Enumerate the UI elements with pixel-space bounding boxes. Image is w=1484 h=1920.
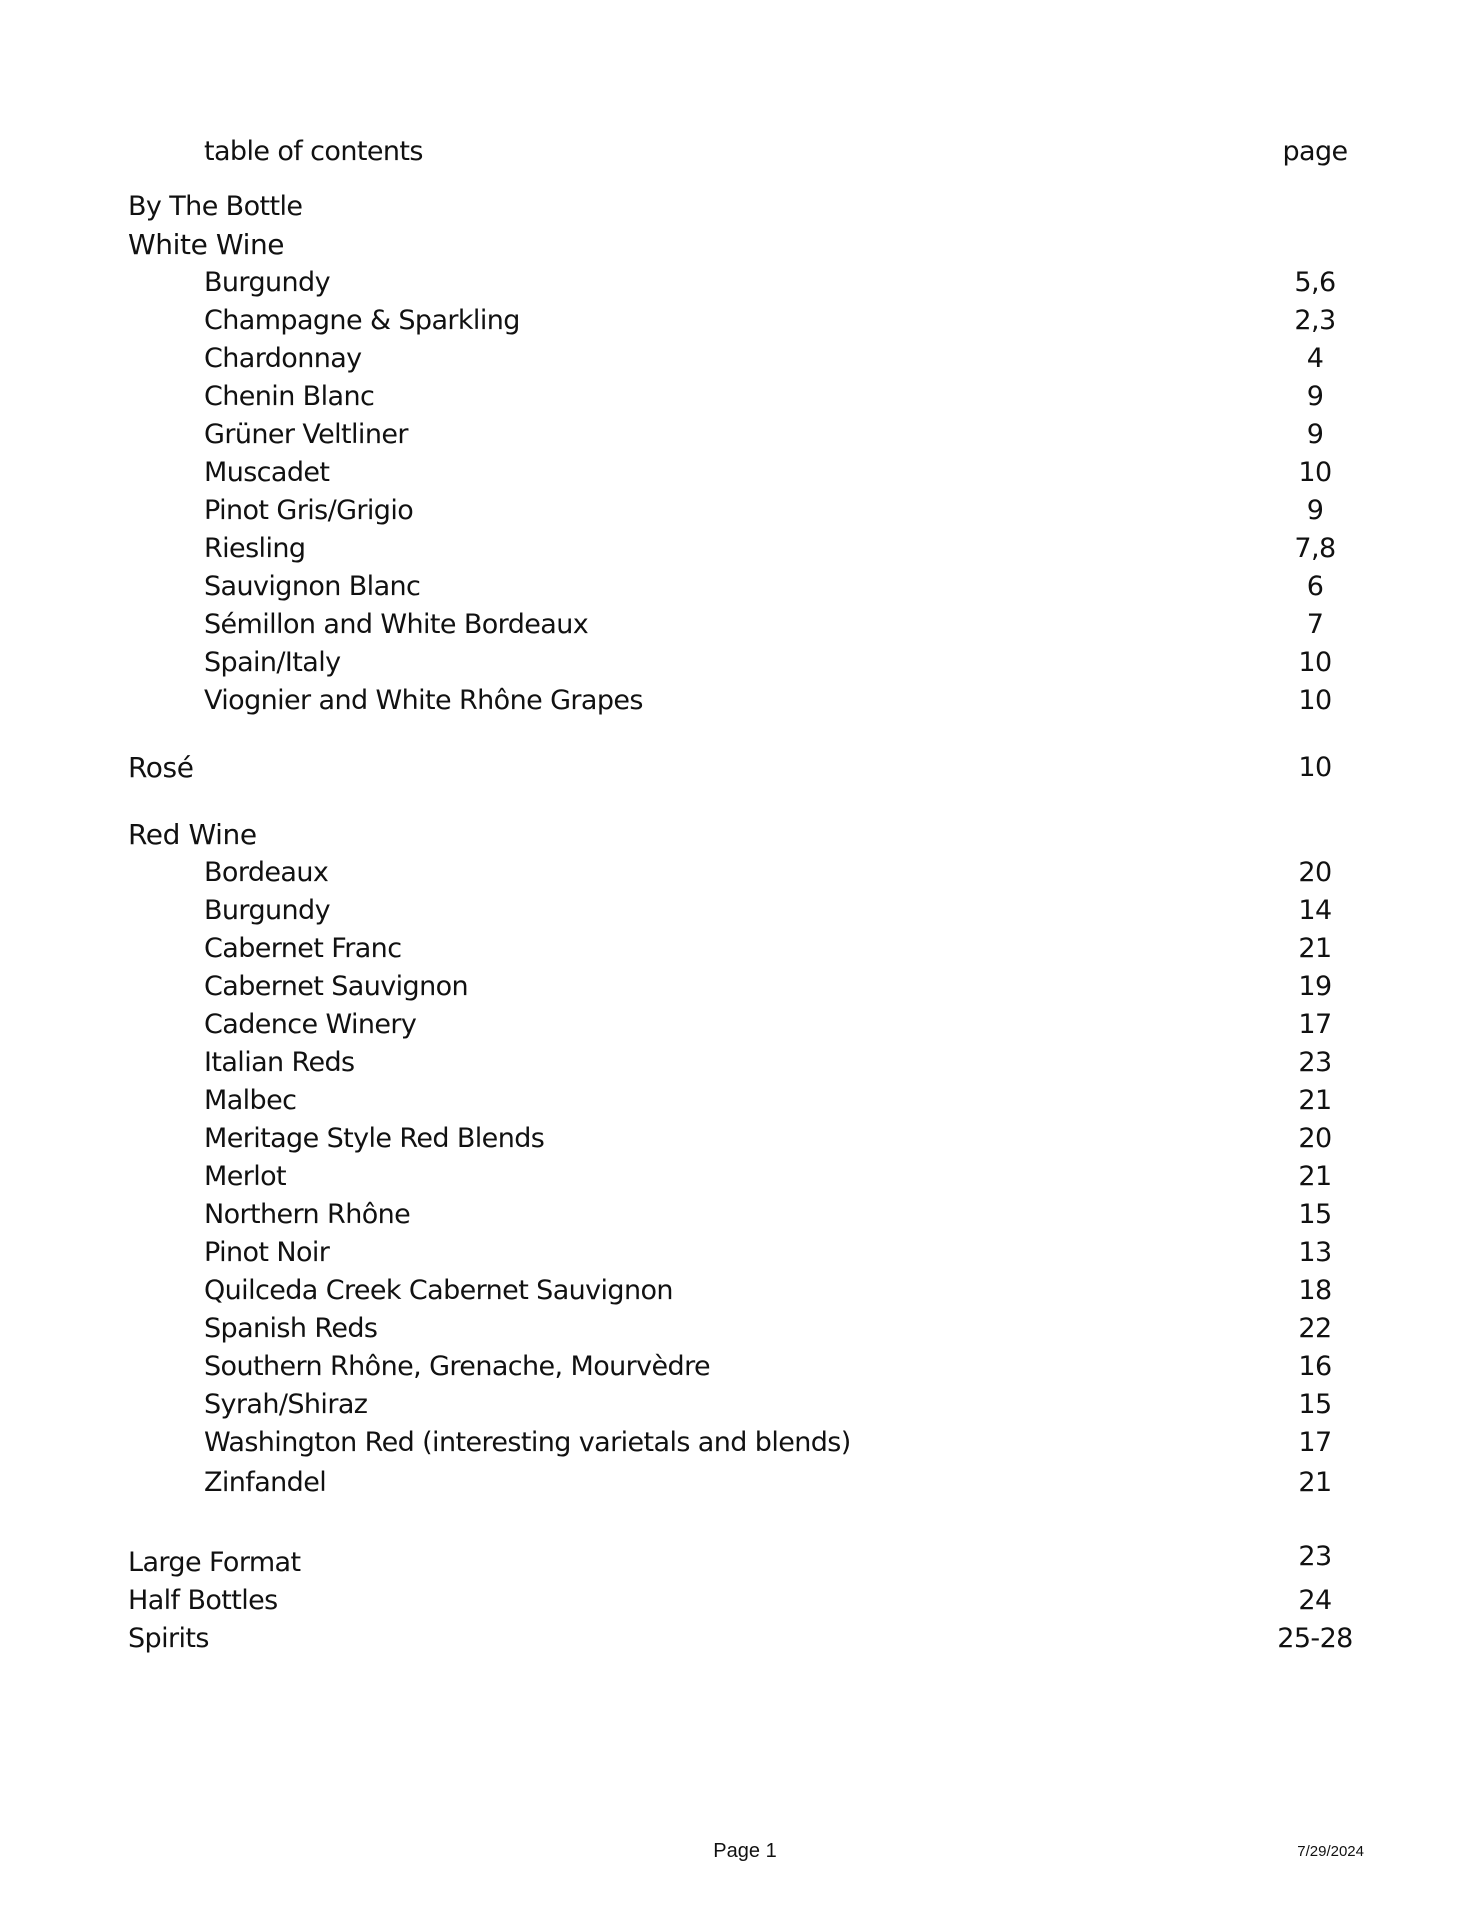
toc-entry-page: 23 [1298,1047,1332,1078]
toc-entry-label: Large Format [128,1547,301,1578]
toc-entry-rose[interactable] [0,749,1484,787]
toc-entry-washington-red[interactable] [0,1424,1484,1462]
toc-entry-white-burgundy[interactable] [0,264,1484,302]
toc-entry-label: Chenin Blanc [204,381,375,412]
toc-entry-champagne-sparkling[interactable] [0,302,1484,340]
toc-entry-label: Burgundy [204,895,330,926]
toc-entry-label: Riesling [204,533,306,564]
toc-entry-label: Southern Rhône, Grenache, Mourvèdre [204,1351,710,1382]
toc-entry-riesling[interactable] [0,530,1484,568]
toc-entry-label: Chardonnay [204,343,362,374]
toc-entry-large-format[interactable] [0,1541,1484,1582]
toc-entry-page: 23 [1298,1541,1332,1572]
toc-entry-label: Viognier and White Rhône Grapes [204,685,643,716]
toc-entry-page: 21 [1298,1467,1332,1498]
toc-entry-label: Sémillon and White Bordeaux [204,609,589,640]
toc-entry-page: 10 [1298,457,1332,488]
toc-entry-page: 7,8 [1294,533,1336,564]
toc-entry-italian-reds[interactable] [0,1044,1484,1082]
toc-entry-southern-rhone[interactable] [0,1348,1484,1386]
toc-entry-page: 9 [1306,419,1324,450]
toc-entry-page: 21 [1298,933,1332,964]
toc-entry-spanish-reds[interactable] [0,1310,1484,1348]
toc-entry-page: 6 [1306,571,1324,602]
toc-entry-label: Spain/Italy [204,647,341,678]
toc-entry-page: 5,6 [1294,267,1336,298]
toc-entry-spain-italy[interactable] [0,644,1484,682]
white-wine-heading [0,226,1484,264]
toc-entry-zinfandel[interactable] [0,1464,1484,1502]
toc-entry-page: 17 [1298,1427,1332,1458]
toc-entry-page: 10 [1298,647,1332,678]
toc-entry-label: Pinot Gris/Grigio [204,495,414,526]
toc-entry-cabernet-franc[interactable] [0,930,1484,968]
toc-entry-label: Italian Reds [204,1047,355,1078]
toc-entry-label: Cadence Winery [204,1009,417,1040]
toc-entry-northern-rhone[interactable] [0,1196,1484,1234]
toc-entry-syrah-shiraz[interactable] [0,1386,1484,1424]
toc-entry-viognier[interactable] [0,682,1484,720]
toc-entry-label: Cabernet Franc [204,933,402,964]
toc-entry-page: 2,3 [1294,305,1336,336]
toc-entry-malbec[interactable] [0,1082,1484,1120]
toc-entry-page: 4 [1306,343,1324,374]
toc-entry-label: Syrah/Shiraz [204,1389,368,1420]
toc-entry-label: Merlot [204,1161,287,1192]
toc-entry-page: 16 [1298,1351,1332,1382]
toc-entry-red-burgundy[interactable] [0,892,1484,930]
toc-entry-page: 13 [1298,1237,1332,1268]
white-wine-heading-label: White Wine [128,228,285,261]
toc-entry-label: Northern Rhône [204,1199,411,1230]
toc-entry-page: 25-28 [1277,1623,1353,1654]
toc-entry-sauvignon-blanc[interactable] [0,568,1484,606]
toc-entry-label: Quilceda Creek Cabernet Sauvignon [204,1275,673,1306]
toc-entry-label: Burgundy [204,267,330,298]
footer-date: 7/29/2024 [1297,1843,1364,1860]
toc-entry-chenin-blanc[interactable] [0,378,1484,416]
toc-entry-label: Malbec [204,1085,297,1116]
toc-entry-page: 19 [1298,971,1332,1002]
toc-entry-label: Sauvignon Blanc [204,571,421,602]
page-column-header: page [1282,136,1348,167]
rose-heading: Rosé [128,751,194,784]
toc-entry-page: 21 [1298,1085,1332,1116]
toc-entry-meritage[interactable] [0,1120,1484,1158]
by-the-bottle-label: By The Bottle [128,191,303,222]
toc-entry-page: 9 [1306,381,1324,412]
toc-entry-page: 10 [1298,685,1332,716]
red-wine-heading-label: Red Wine [128,818,257,851]
toc-entry-page: 17 [1298,1009,1332,1040]
toc-entry-page: 21 [1298,1161,1332,1192]
toc-entry-label: Spirits [128,1623,209,1654]
toc-entry-label: Grüner Veltliner [204,419,408,450]
toc-entry-page: 24 [1298,1585,1332,1616]
toc-entry-page: 15 [1298,1199,1332,1230]
toc-entry-cadence-winery[interactable] [0,1006,1484,1044]
toc-entry-spirits[interactable] [0,1620,1484,1658]
toc-entry-label: Spanish Reds [204,1313,378,1344]
toc-entry-page: 20 [1298,857,1332,888]
toc-entry-label: Cabernet Sauvignon [204,971,469,1002]
toc-title: table of contents [204,136,423,167]
toc-entry-pinot-gris[interactable] [0,492,1484,530]
toc-entry-muscadet[interactable] [0,454,1484,492]
footer-page-number: Page 1 [713,1840,777,1862]
toc-entry-pinot-noir[interactable] [0,1234,1484,1272]
toc-entry-page: 9 [1306,495,1324,526]
toc-entry-quilceda-creek[interactable] [0,1272,1484,1310]
toc-entry-label: Bordeaux [204,857,329,888]
toc-entry-half-bottles[interactable] [0,1582,1484,1620]
toc-entry-label: Champagne & Sparkling [204,305,520,336]
red-wine-heading [0,816,1484,854]
toc-entry-page: 20 [1298,1123,1332,1154]
toc-entry-page: 22 [1298,1313,1332,1344]
toc-entry-label: Washington Red (interesting varietals and blends) [204,1427,851,1458]
by-the-bottle-heading [0,188,1484,226]
toc-entry-label: Meritage Style Red Blends [204,1123,545,1154]
toc-entry-page: 10 [1298,752,1332,783]
toc-entry-page: 18 [1298,1275,1332,1306]
toc-entry-page: 7 [1306,609,1324,640]
toc-entry-gruner-veltliner[interactable] [0,416,1484,454]
toc-entry-merlot[interactable] [0,1158,1484,1196]
toc-entry-page: 15 [1298,1389,1332,1420]
toc-entry-page: 14 [1298,895,1332,926]
toc-entry-label: Muscadet [204,457,330,488]
toc-entry-semillon[interactable] [0,606,1484,644]
toc-entry-label: Zinfandel [204,1467,327,1498]
toc-entry-label: Pinot Noir [204,1237,330,1268]
toc-header [0,133,1484,171]
toc-entry-bordeaux[interactable] [0,854,1484,892]
toc-entry-label: Half Bottles [128,1585,278,1616]
toc-entry-chardonnay[interactable] [0,340,1484,378]
toc-entry-cabernet-sauvignon[interactable] [0,968,1484,1006]
